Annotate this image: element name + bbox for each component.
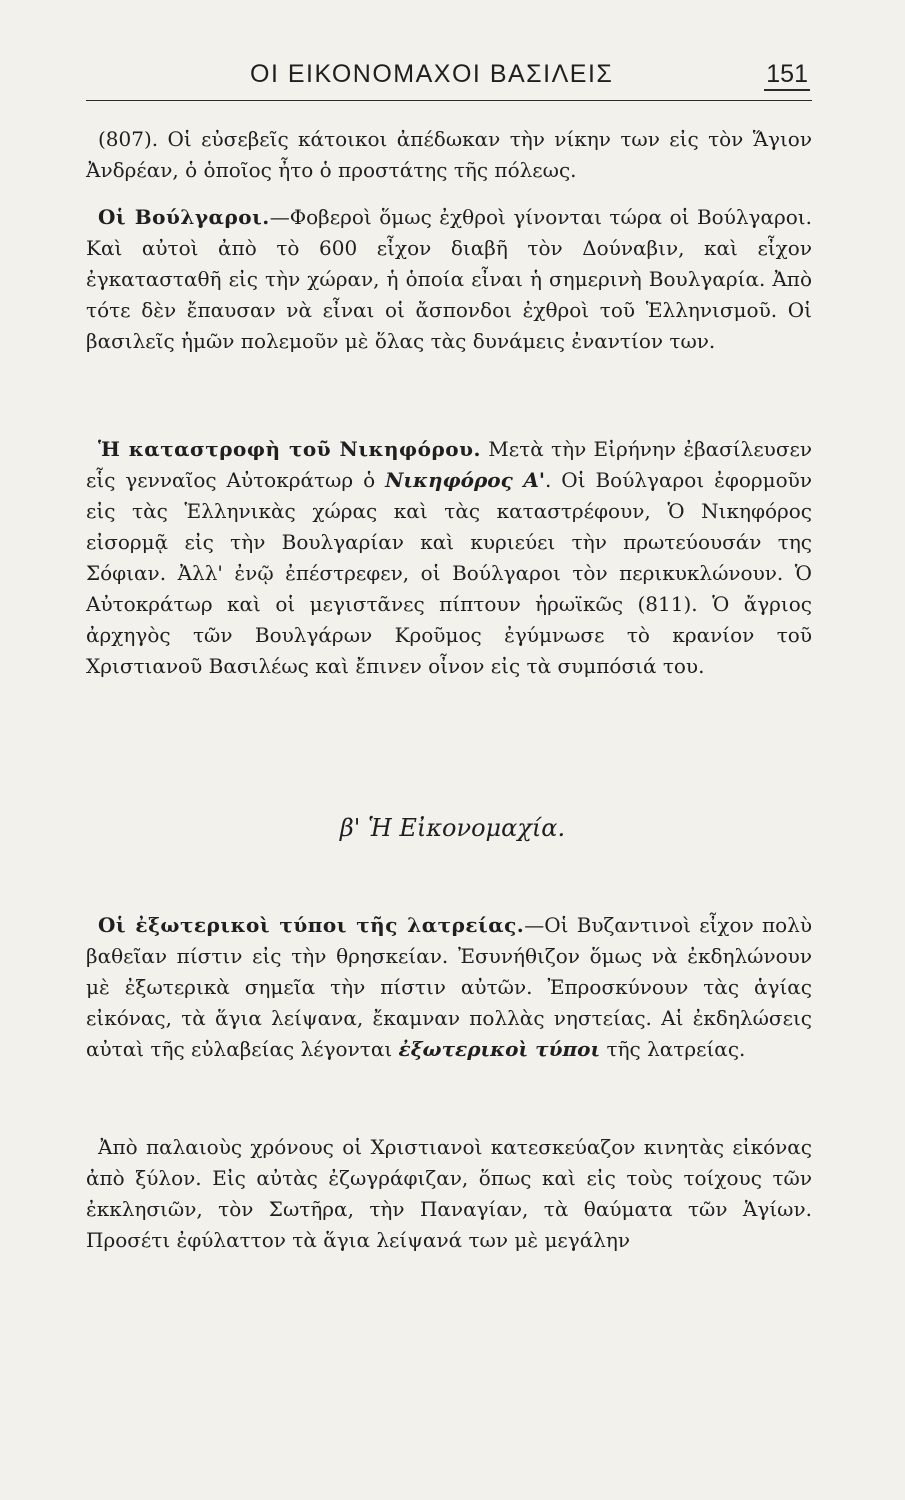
running-title: ΟΙ ΕΙΚΟΝΟΜΑΧΟΙ ΒΑΣΙΛΕΙΣ [250,60,614,88]
paragraph-eikones [86,1132,812,1256]
paragraph-body: Μετὰ τὴν Εἰρήνην ἐβασίλευσεν εἷς γενναῖος Αὐτοκράτωρ ὁ [86,437,813,492]
paragraph-voulgaroi [86,202,812,357]
paragraph-nikiforos [86,434,812,682]
section-heading: β' Ἡ Εἰκονομαχία. [339,814,566,842]
run-in-heading: Οἱ Βούλγαροι. [98,205,270,229]
run-in-heading: Οἱ ἐξωτερικοὶ τύποι τῆς λατρείας. [98,913,525,937]
paragraph-body: . Οἱ Βούλγαροι ἐφορμοῦν εἰς τὰς Ἑλληνικὰς χώρας καὶ τὰς καταστρέφουν, Ὁ Νικηφόρος εἰσορμᾷ εἰς τὴν Βουλγαρίαν καὶ κυριεύει τὴν πρωτεύουσάν της Σόφιαν. Ἀλλ' ἐνῷ ἐπέστρεφεν, οἱ Βούλγαροι τὸν περικυκλώνουν. Ὁ Αὐτοκράτωρ καὶ οἱ μεγιστᾶνες πίπτουν ἡρωϊκῶς (811). Ὁ ἄγριος ἀρχηγὸς τῶν Βουλγάρων Κροῦμος ἐγύμνωσε τὸ κρανίον τοῦ Χριστιανοῦ Βασιλέως καὶ ἔπινεν οἶνον εἰς τὰ συμπόσιά του. [86,468,812,678]
paragraph-body: —Φοβεροὶ ὅμως ἐχθροὶ γίνονται τώρα οἱ Βούλγαροι. Καὶ αὐτοὶ ἀπὸ τὸ 600 εἶχον διαβῆ τὸν Δούναβιν, καὶ εἶχον ἐγκατασταθῆ εἰς τὴν χώραν, ἡ ὁποία εἶναι ἡ σημερινὴ Βουλγαρία. Ἀπὸ τότε δὲν ἔπαυσαν νὰ εἶναι οἱ ἄσπονδοι ἐχθροὶ τοῦ Ἑλληνισμοῦ. Οἱ βασιλεῖς ἡμῶν πολεμοῦν μὲ ὅλας τὰς δυνάμεις ἐναντίον των. [86,205,812,353]
paragraph-text [86,434,812,682]
emphasis-name: Νικηφόρος Α' [385,468,545,492]
paragraph-text [86,202,812,357]
paragraph-body: τῆς λατρείας. [600,1037,746,1061]
paragraph-body: —Οἱ Βυζαντινοὶ εἶχον πολὺ βαθεῖαν πίστιν εἰς τὴν θρησκείαν. Ἐσυνήθιζον ὅμως νὰ ἐκδηλώνουν μὲ ἐξωτερικὰ σημεῖα τὴν πίστιν αὐτῶν. Ἐπροσκύνουν τὰς ἁγίας εἰκόνας, τὰ ἅγια λείψανα, ἔκαμναν πολλὰς νηστείας. Αἱ ἐκδηλώσεις αὐταὶ τῆς εὐλαβείας λέγονται [86,913,812,1061]
paragraph-text: (807). Οἱ εὐσεβεῖς κάτοικοι ἀπέδωκαν τὴν νίκην των εἰς τὸν Ἅγιον Ἀνδρέαν, ὁ ὁποῖος ἦτο ὁ προστάτης τῆς πόλεως. [86,127,812,182]
paragraph-807 [86,124,812,186]
running-header [86,60,812,101]
run-in-heading: Ἡ καταστροφὴ τοῦ Νικηφόρου. [98,437,481,461]
page-number: 151 [764,60,810,91]
paragraph-latreia [86,910,812,1065]
paragraph-text [86,910,812,1065]
emphasis-term: ἐξωτερικοὶ τύποι [398,1037,601,1061]
paragraph-text: Ἀπὸ παλαιοὺς χρόνους οἱ Χριστιανοὶ κατεσκεύαζον κινητὰς εἰκόνας ἀπὸ ξύλον. Εἰς αὐτὰς ἐζωγράφιζαν, ὅπως καὶ εἰς τοὺς τοίχους τῶν ἐκκλησιῶν, τὸν Σωτῆρα, τὴν Παναγίαν, τὰ θαύματα τῶν Ἁγίων. Προσέτι ἐφύλαττον τὰ ἅγια λείψανά των μὲ μεγάλην [86,1135,812,1252]
